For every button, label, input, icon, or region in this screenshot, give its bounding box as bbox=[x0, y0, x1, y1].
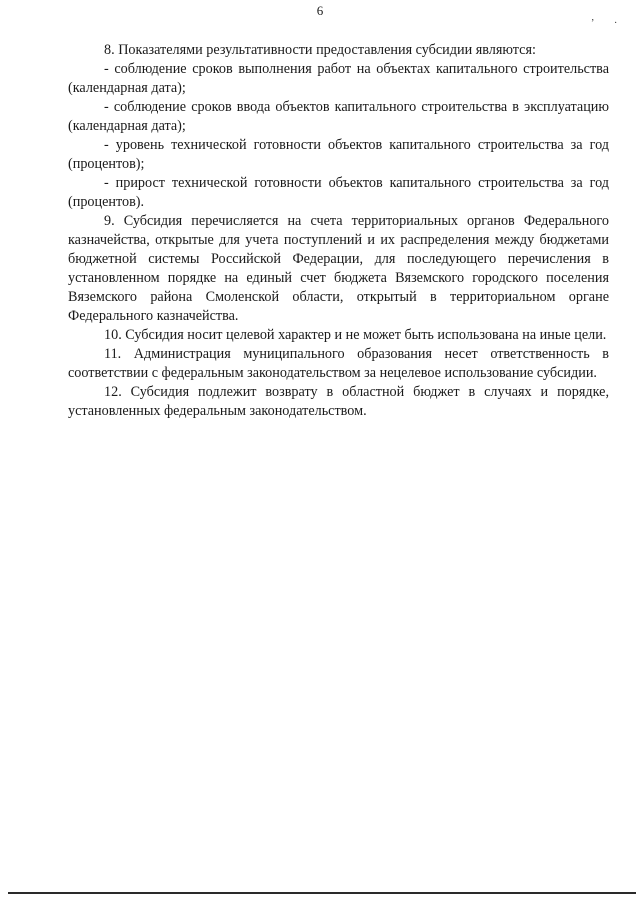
list-item-readiness-level: - уровень технической готовности объектов капитального строительства за год (процентов); bbox=[68, 137, 609, 172]
paragraph-11: 11. Администрация муниципального образования несет ответственность в соответствии с федеральным законодательством за нецелевое использование субсидии. bbox=[68, 346, 609, 381]
list-item-readiness-growth: - прирост технической готовности объектов капитального строительства за год (процентов). bbox=[68, 175, 609, 210]
document-body bbox=[68, 41, 609, 421]
list-item-deadline-commissioning: - соблюдение сроков ввода объектов капитального строительства в эксплуатацию (календарная дата); bbox=[68, 99, 609, 134]
bottom-rule bbox=[8, 892, 636, 894]
corner-mark: ʼ bbox=[591, 18, 595, 29]
page-number: 6 bbox=[316, 3, 324, 18]
list-item-deadline-works: - соблюдение сроков выполнения работ на объектах капитального строительства (календарная дата); bbox=[68, 61, 609, 96]
corner-mark: · bbox=[614, 18, 618, 29]
paragraph-9: 9. Субсидия перечисляется на счета территориальных органов Федерального казначейства, открытые для учета поступлений и их распределения между бюджетами бюджетной системы Российской Федерации, для последующего перечисления в установленном порядке на единый счет бюджета Вяземского городского поселения Вяземского района Смоленской области, открытый в территориальном органе Федерального казначейства. bbox=[68, 213, 609, 324]
paragraph-12: 12. Субсидия подлежит возврату в областной бюджет в случаях и порядке, установленных федеральным законодательством. bbox=[68, 384, 609, 419]
paragraph-8: 8. Показателями результативности предоставления субсидии являются: bbox=[104, 42, 536, 58]
paragraph-10: 10. Субсидия носит целевой характер и не может быть использована на иные цели. bbox=[104, 327, 607, 343]
